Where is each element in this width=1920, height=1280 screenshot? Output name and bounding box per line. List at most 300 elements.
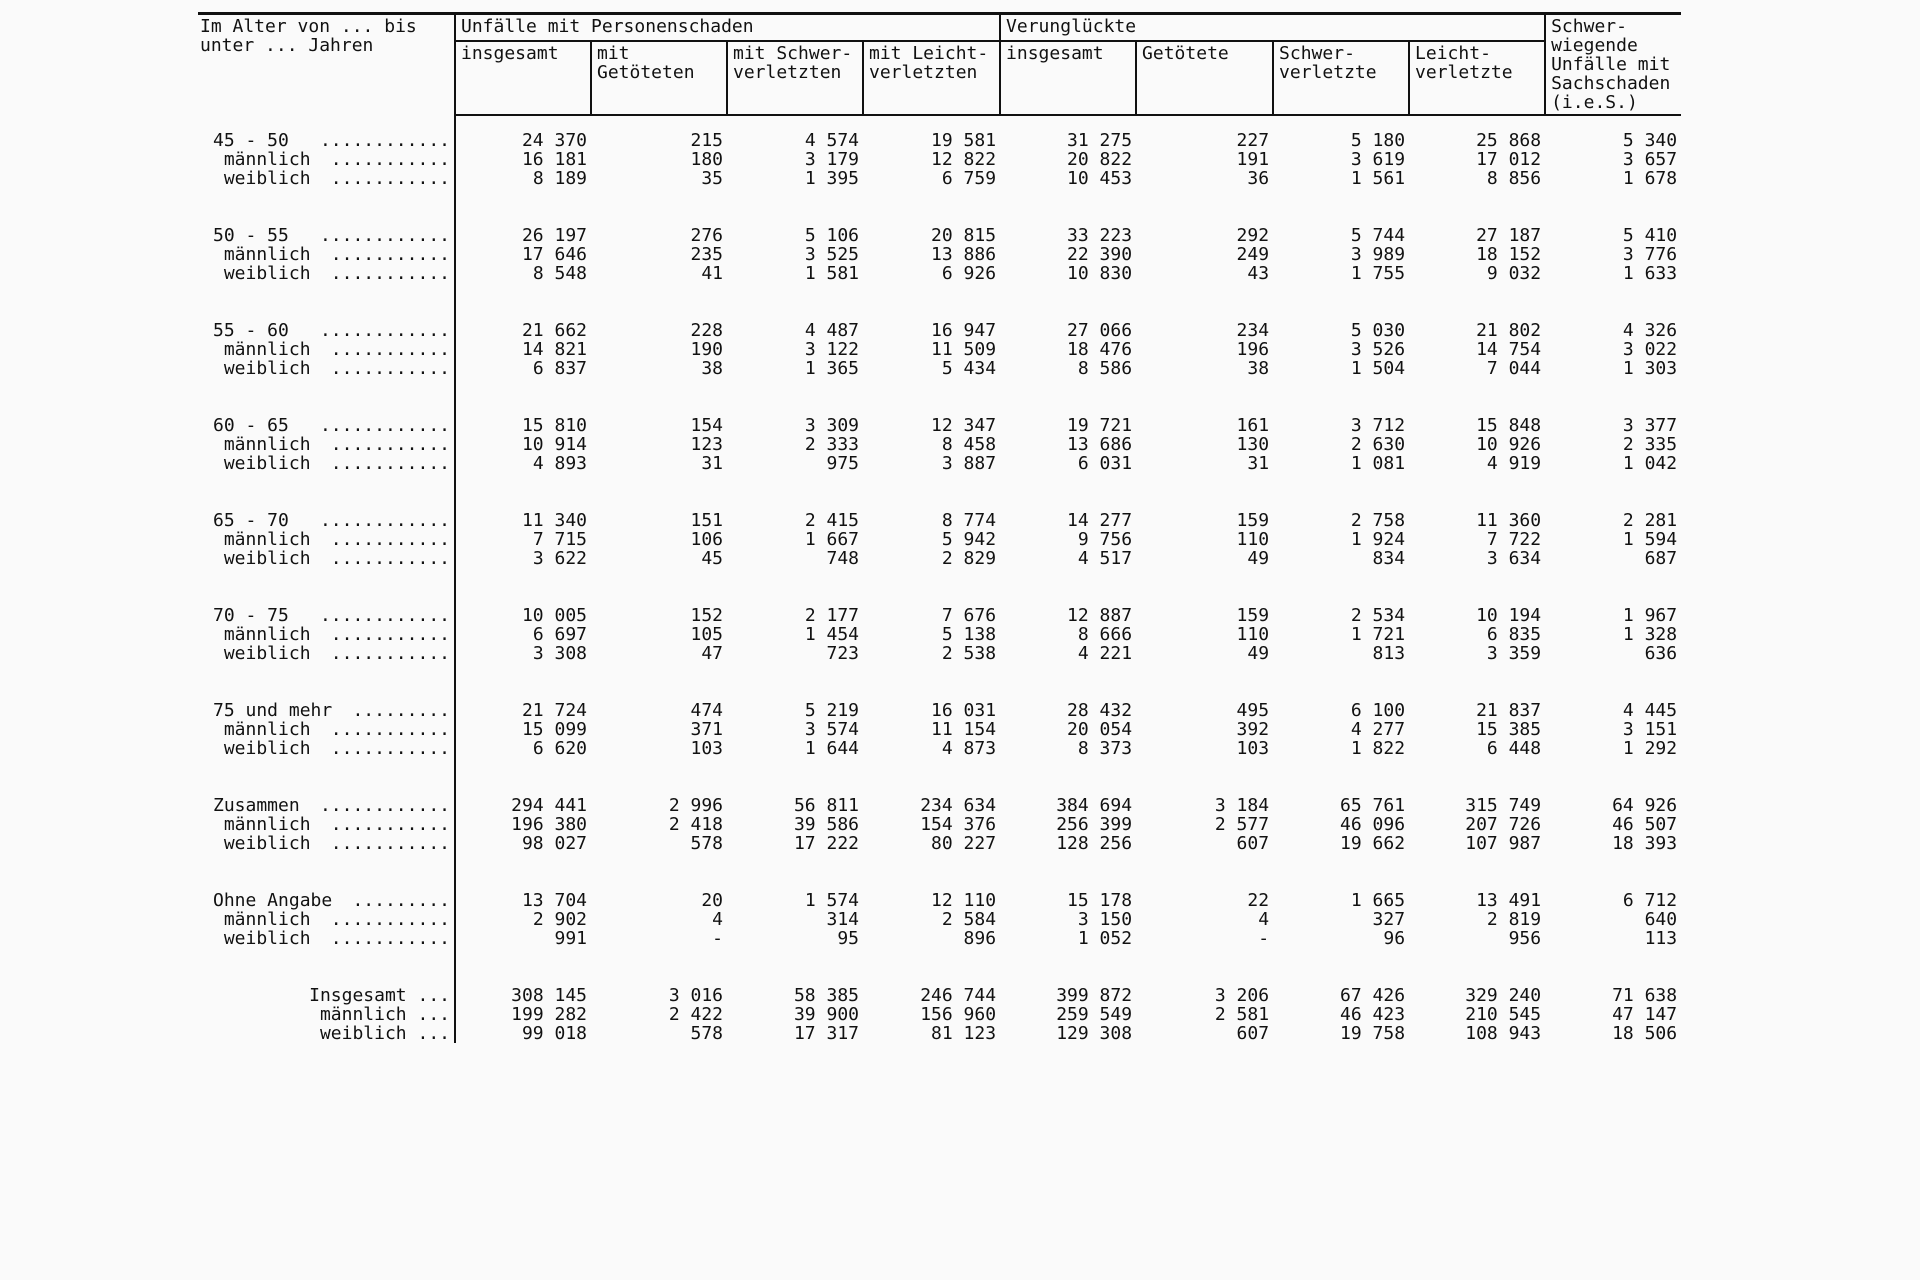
value-cell: 834 <box>1372 549 1406 568</box>
spacer-cell <box>863 853 1000 891</box>
spacer-cell <box>863 758 1000 796</box>
value-cell: 292 <box>1236 226 1270 245</box>
value-cell: 2 584 <box>941 910 997 929</box>
value-cell: 578 <box>690 834 723 853</box>
row-label-text: Insgesamt ... <box>309 986 450 1005</box>
value-cell: 1 721 <box>1350 625 1406 644</box>
value-cell: 2 281 <box>1622 511 1678 530</box>
value-cell: 578 <box>690 1024 723 1043</box>
value-cell: 4 919 <box>1486 454 1542 473</box>
row-label <box>198 454 455 473</box>
spacer-cell <box>1545 568 1681 606</box>
value-cell: 13 491 <box>1476 891 1542 910</box>
spacer-cell <box>591 948 727 986</box>
value-cell: 12 887 <box>1067 606 1133 625</box>
value-cell: 392 <box>1236 720 1270 739</box>
value-cell: 1 644 <box>804 739 859 758</box>
row-label-text: weiblich <box>213 834 311 853</box>
value-cell: 105 <box>690 625 723 644</box>
value-cell: 20 <box>701 891 723 910</box>
spacer-cell <box>1000 758 1136 796</box>
leader-dots: ........... <box>330 549 450 568</box>
leader-dots: ........... <box>330 150 450 169</box>
value-cell: 249 <box>1236 245 1270 264</box>
value-cell: 5 744 <box>1350 226 1406 245</box>
value-cell: 27 066 <box>1067 321 1133 340</box>
value-cell: 27 187 <box>1476 226 1542 245</box>
value-cell: 180 <box>690 150 723 169</box>
value-cell: 7 722 <box>1486 530 1542 549</box>
value-cell: 3 776 <box>1622 245 1678 264</box>
table-row <box>198 625 1681 644</box>
spacer-cell <box>198 378 455 416</box>
value-cell: 107 987 <box>1465 834 1542 853</box>
table-body <box>198 115 1681 1043</box>
row-label <box>198 150 455 169</box>
value-cell: 103 <box>690 739 723 758</box>
value-cell: 2 177 <box>804 606 859 625</box>
spacer-cell <box>1273 115 1409 131</box>
value-cell: 8 586 <box>1077 359 1133 378</box>
value-cell: 1 328 <box>1622 625 1678 644</box>
row-label <box>198 1024 455 1043</box>
table-row <box>198 359 1681 378</box>
spacer-cell <box>198 663 455 701</box>
value-cell: 4 517 <box>1077 549 1133 568</box>
row-label <box>198 986 455 1005</box>
value-cell: 20 815 <box>931 226 997 245</box>
value-cell: 15 178 <box>1067 891 1133 910</box>
value-cell: 80 227 <box>931 834 997 853</box>
value-cell: 2 418 <box>668 815 723 834</box>
header-group-verunglueckte: Verunglückte <box>1000 14 1545 42</box>
spacer-cell <box>1409 378 1545 416</box>
row-label-text: weiblich <box>213 644 311 663</box>
value-cell: 6 759 <box>941 169 997 188</box>
value-cell: 58 385 <box>793 986 859 1005</box>
value-cell: 1 667 <box>804 530 859 549</box>
spacer-cell <box>1545 473 1681 511</box>
spacer-cell <box>1136 283 1273 321</box>
table-row <box>198 416 1681 435</box>
row-label-text: 60 - 65 <box>213 416 289 435</box>
value-cell: 3 151 <box>1622 720 1678 739</box>
header-sachschaden: Schwer-wiegende Unfälle mit Sachschaden (i.e.S.) <box>1545 14 1681 116</box>
spacer-cell <box>727 473 863 511</box>
statistics-document <box>198 12 1678 1043</box>
row-label-text: weiblich <box>213 739 311 758</box>
table-row <box>198 511 1681 530</box>
value-cell: 315 749 <box>1465 796 1542 815</box>
value-cell: 2 577 <box>1214 815 1270 834</box>
row-label <box>198 340 455 359</box>
value-cell: 154 <box>690 416 723 435</box>
row-spacer <box>198 663 1681 701</box>
value-cell: 11 340 <box>521 511 587 530</box>
spacer-cell <box>727 283 863 321</box>
value-cell: 99 018 <box>521 1024 587 1043</box>
spacer-cell <box>591 568 727 606</box>
value-cell: 18 476 <box>1067 340 1133 359</box>
row-label <box>198 131 455 150</box>
value-cell: 10 194 <box>1476 606 1542 625</box>
value-cell: 4 574 <box>804 131 859 150</box>
value-cell: 2 335 <box>1622 435 1678 454</box>
value-cell: 10 914 <box>521 435 587 454</box>
value-cell: 13 686 <box>1067 435 1133 454</box>
spacer-cell <box>1409 758 1545 796</box>
value-cell: 14 754 <box>1476 340 1542 359</box>
accident-statistics-table <box>198 12 1681 1043</box>
value-cell: 129 308 <box>1056 1024 1133 1043</box>
value-cell: 1 365 <box>804 359 859 378</box>
value-cell: 106 <box>690 530 723 549</box>
value-cell: 4 873 <box>941 739 997 758</box>
value-cell: 896 <box>963 929 997 948</box>
value-cell: 11 509 <box>931 340 997 359</box>
value-cell: 294 441 <box>511 796 587 815</box>
spacer-cell <box>1409 568 1545 606</box>
value-cell: 12 347 <box>931 416 997 435</box>
value-cell: 18 506 <box>1612 1024 1678 1043</box>
row-label-text: männlich <box>213 625 311 644</box>
value-cell: 2 902 <box>532 910 587 929</box>
value-cell: 98 027 <box>521 834 587 853</box>
spacer-cell <box>455 758 591 796</box>
value-cell: 3 657 <box>1622 150 1678 169</box>
value-cell: 20 822 <box>1067 150 1133 169</box>
value-cell: 4 277 <box>1350 720 1406 739</box>
header-mit-getoeteten: mit Getöteten <box>591 41 727 115</box>
value-cell: 2 581 <box>1214 1005 1270 1024</box>
spacer-cell <box>1273 758 1409 796</box>
row-label-text: Ohne Angabe <box>213 891 333 910</box>
value-cell: 3 622 <box>532 549 587 568</box>
value-cell: 14 821 <box>521 340 587 359</box>
value-cell: 4 445 <box>1622 701 1678 720</box>
value-cell: 156 960 <box>920 1005 997 1024</box>
value-cell: 13 886 <box>931 245 997 264</box>
leader-dots: ........... <box>330 169 450 188</box>
row-label <box>198 720 455 739</box>
value-cell: 33 223 <box>1067 226 1133 245</box>
leader-dots: ............ <box>319 321 450 340</box>
value-cell: 196 <box>1236 340 1270 359</box>
value-cell: 327 <box>1372 910 1406 929</box>
leader-dots: ......... <box>352 891 450 910</box>
spacer-cell <box>1273 568 1409 606</box>
spacer-cell <box>1409 188 1545 226</box>
leader-dots: ........... <box>330 264 450 283</box>
table-row <box>198 720 1681 739</box>
value-cell: 12 822 <box>931 150 997 169</box>
spacer-cell <box>455 948 591 986</box>
row-label <box>198 264 455 283</box>
value-cell: 103 <box>1236 739 1270 758</box>
row-label <box>198 530 455 549</box>
value-cell: 6 448 <box>1486 739 1542 758</box>
spacer-cell <box>863 473 1000 511</box>
row-label <box>198 416 455 435</box>
value-cell: 1 581 <box>804 264 859 283</box>
value-cell: 495 <box>1236 701 1270 720</box>
table-row <box>198 549 1681 568</box>
table-row <box>198 606 1681 625</box>
value-cell: 5 106 <box>804 226 859 245</box>
value-cell: 41 <box>701 264 723 283</box>
value-cell: 6 620 <box>532 739 587 758</box>
spacer-cell <box>591 378 727 416</box>
spacer-cell <box>1409 115 1545 131</box>
row-spacer <box>198 568 1681 606</box>
value-cell: 26 197 <box>521 226 587 245</box>
value-cell: 49 <box>1247 644 1270 663</box>
value-cell: 1 395 <box>804 169 859 188</box>
value-cell: 5 434 <box>941 359 997 378</box>
value-cell: 1 042 <box>1622 454 1678 473</box>
row-label <box>198 891 455 910</box>
value-cell: 2 829 <box>941 549 997 568</box>
value-cell: 67 426 <box>1340 986 1406 1005</box>
spacer-cell <box>1000 568 1136 606</box>
value-cell: 1 292 <box>1622 739 1678 758</box>
row-label <box>198 644 455 663</box>
row-label <box>198 226 455 245</box>
value-cell: 38 <box>701 359 723 378</box>
value-cell: 22 <box>1247 891 1270 910</box>
value-cell: 47 147 <box>1612 1005 1678 1024</box>
value-cell: 47 <box>701 644 723 663</box>
value-cell: 607 <box>1236 834 1270 853</box>
value-cell: 1 594 <box>1622 530 1678 549</box>
row-label <box>198 796 455 815</box>
row-spacer <box>198 948 1681 986</box>
row-spacer <box>198 378 1681 416</box>
value-cell: 4 <box>712 910 723 929</box>
value-cell: 1 454 <box>804 625 859 644</box>
spacer-cell <box>1273 473 1409 511</box>
value-cell: 151 <box>690 511 723 530</box>
spacer-cell <box>198 188 455 226</box>
spacer-cell <box>198 115 455 131</box>
value-cell: 1 967 <box>1622 606 1678 625</box>
value-cell: 17 317 <box>793 1024 859 1043</box>
value-cell: 474 <box>690 701 723 720</box>
table-row <box>198 701 1681 720</box>
spacer-cell <box>1545 948 1681 986</box>
header-mit-schwerverletzten: mit Schwer-verletzten <box>727 41 863 115</box>
leader-dots: ............ <box>319 226 450 245</box>
value-cell: 71 638 <box>1612 986 1678 1005</box>
spacer-cell <box>1545 378 1681 416</box>
table-row <box>198 891 1681 910</box>
row-label-text: männlich <box>213 815 311 834</box>
value-cell: 8 458 <box>941 435 997 454</box>
spacer-cell <box>727 378 863 416</box>
spacer-cell <box>455 663 591 701</box>
value-cell: 1 574 <box>804 891 859 910</box>
spacer-cell <box>455 568 591 606</box>
value-cell: 1 822 <box>1350 739 1406 758</box>
value-cell: 215 <box>690 131 723 150</box>
spacer-cell <box>198 473 455 511</box>
row-label-text: männlich <box>213 340 311 359</box>
table-row <box>198 150 1681 169</box>
value-cell: 19 581 <box>931 131 997 150</box>
table-row <box>198 131 1681 150</box>
value-cell: 38 <box>1247 359 1270 378</box>
table-row <box>198 340 1681 359</box>
row-label-text: weiblich <box>213 454 311 473</box>
table-row <box>198 815 1681 834</box>
value-cell: 20 054 <box>1067 720 1133 739</box>
value-cell: 65 761 <box>1340 796 1406 815</box>
spacer-cell <box>1273 663 1409 701</box>
header-age-stub: Im Alter von ... bis unter ... Jahren <box>198 14 455 116</box>
spacer-cell <box>1000 663 1136 701</box>
value-cell: 384 694 <box>1056 796 1133 815</box>
row-label-text: männlich ... <box>319 1005 450 1024</box>
value-cell: 6 926 <box>941 264 997 283</box>
spacer-cell <box>1409 663 1545 701</box>
spacer-cell <box>1409 473 1545 511</box>
spacer-cell <box>1409 283 1545 321</box>
value-cell: 159 <box>1236 606 1270 625</box>
spacer-cell <box>863 188 1000 226</box>
spacer-cell <box>1545 283 1681 321</box>
value-cell: 18 393 <box>1612 834 1678 853</box>
value-cell: 3 989 <box>1350 245 1406 264</box>
value-cell: 5 180 <box>1350 131 1406 150</box>
spacer-cell <box>863 378 1000 416</box>
value-cell: 21 837 <box>1476 701 1542 720</box>
leader-dots: ......... <box>352 701 450 720</box>
value-cell: 113 <box>1644 929 1678 948</box>
row-spacer <box>198 283 1681 321</box>
spacer-cell <box>591 853 727 891</box>
value-cell: 31 <box>1247 454 1270 473</box>
spacer-cell <box>455 853 591 891</box>
value-cell: 15 385 <box>1476 720 1542 739</box>
value-cell: 64 926 <box>1612 796 1678 815</box>
value-cell: 6 697 <box>532 625 587 644</box>
spacer-cell <box>591 758 727 796</box>
value-cell: 16 031 <box>931 701 997 720</box>
value-cell: 2 534 <box>1350 606 1406 625</box>
row-label <box>198 815 455 834</box>
header-mit-leichtverletzten: mit Leicht-verletzten <box>863 41 1000 115</box>
row-label-text: weiblich <box>213 549 311 568</box>
value-cell: 687 <box>1644 549 1678 568</box>
leader-dots: ........... <box>330 435 450 454</box>
table-row <box>198 454 1681 473</box>
spacer-cell <box>1136 663 1273 701</box>
header-unfaelle-insgesamt: insgesamt <box>455 41 591 115</box>
value-cell: 49 <box>1247 549 1270 568</box>
value-cell: 371 <box>690 720 723 739</box>
value-cell: 6 837 <box>532 359 587 378</box>
value-cell: 96 <box>1383 929 1406 948</box>
value-cell: 3 184 <box>1214 796 1270 815</box>
value-cell: 17 646 <box>521 245 587 264</box>
value-cell: 24 370 <box>521 131 587 150</box>
value-cell: 95 <box>837 929 859 948</box>
row-label <box>198 701 455 720</box>
value-cell: 28 432 <box>1067 701 1133 720</box>
table-row <box>198 929 1681 948</box>
leader-dots: ............ <box>319 511 450 530</box>
row-label-text: weiblich <box>213 359 311 378</box>
spacer-cell <box>198 948 455 986</box>
value-cell: 43 <box>1247 264 1270 283</box>
row-label <box>198 739 455 758</box>
value-cell: 3 525 <box>804 245 859 264</box>
value-cell: 227 <box>1236 131 1270 150</box>
row-label-text: 70 - 75 <box>213 606 289 625</box>
value-cell: 36 <box>1247 169 1270 188</box>
value-cell: 15 848 <box>1476 416 1542 435</box>
value-cell: 228 <box>690 321 723 340</box>
value-cell: 636 <box>1644 644 1678 663</box>
value-cell: 17 012 <box>1476 150 1542 169</box>
value-cell: 207 726 <box>1465 815 1542 834</box>
spacer-cell <box>1136 188 1273 226</box>
table-row <box>198 245 1681 264</box>
table-row <box>198 1005 1681 1024</box>
row-label-text: 45 - 50 <box>213 131 289 150</box>
spacer-cell <box>1000 853 1136 891</box>
spacer-cell <box>1273 378 1409 416</box>
row-label-text: 65 - 70 <box>213 511 289 530</box>
value-cell: 128 256 <box>1056 834 1133 853</box>
spacer-cell <box>198 568 455 606</box>
value-cell: 110 <box>1236 625 1270 644</box>
row-label <box>198 435 455 454</box>
spacer-cell <box>1000 473 1136 511</box>
table-row <box>198 321 1681 340</box>
value-cell: 15 810 <box>521 416 587 435</box>
value-cell: 3 179 <box>804 150 859 169</box>
value-cell: 3 526 <box>1350 340 1406 359</box>
value-cell: 2 333 <box>804 435 859 454</box>
row-label-text: männlich <box>213 245 311 264</box>
spacer-cell <box>863 115 1000 131</box>
value-cell: 1 633 <box>1622 264 1678 283</box>
table-row <box>198 986 1681 1005</box>
value-cell: 3 359 <box>1486 644 1542 663</box>
leader-dots: ........... <box>330 815 450 834</box>
value-cell: 46 423 <box>1340 1005 1406 1024</box>
spacer-cell <box>591 663 727 701</box>
value-cell: 12 110 <box>931 891 997 910</box>
value-cell: 31 275 <box>1067 131 1133 150</box>
row-label-text: weiblich ... <box>319 1024 450 1043</box>
value-cell: 4 893 <box>532 454 587 473</box>
value-cell: 3 016 <box>668 986 723 1005</box>
value-cell: 210 545 <box>1465 1005 1542 1024</box>
leader-dots: ........... <box>330 720 450 739</box>
table-row <box>198 264 1681 283</box>
value-cell: 190 <box>690 340 723 359</box>
value-cell: 8 189 <box>532 169 587 188</box>
row-label <box>198 321 455 340</box>
spacer-cell <box>1000 378 1136 416</box>
value-cell: 19 758 <box>1340 1024 1406 1043</box>
value-cell: 2 630 <box>1350 435 1406 454</box>
value-cell: 16 181 <box>521 150 587 169</box>
value-cell: 1 081 <box>1350 454 1406 473</box>
spacer-cell <box>863 948 1000 986</box>
